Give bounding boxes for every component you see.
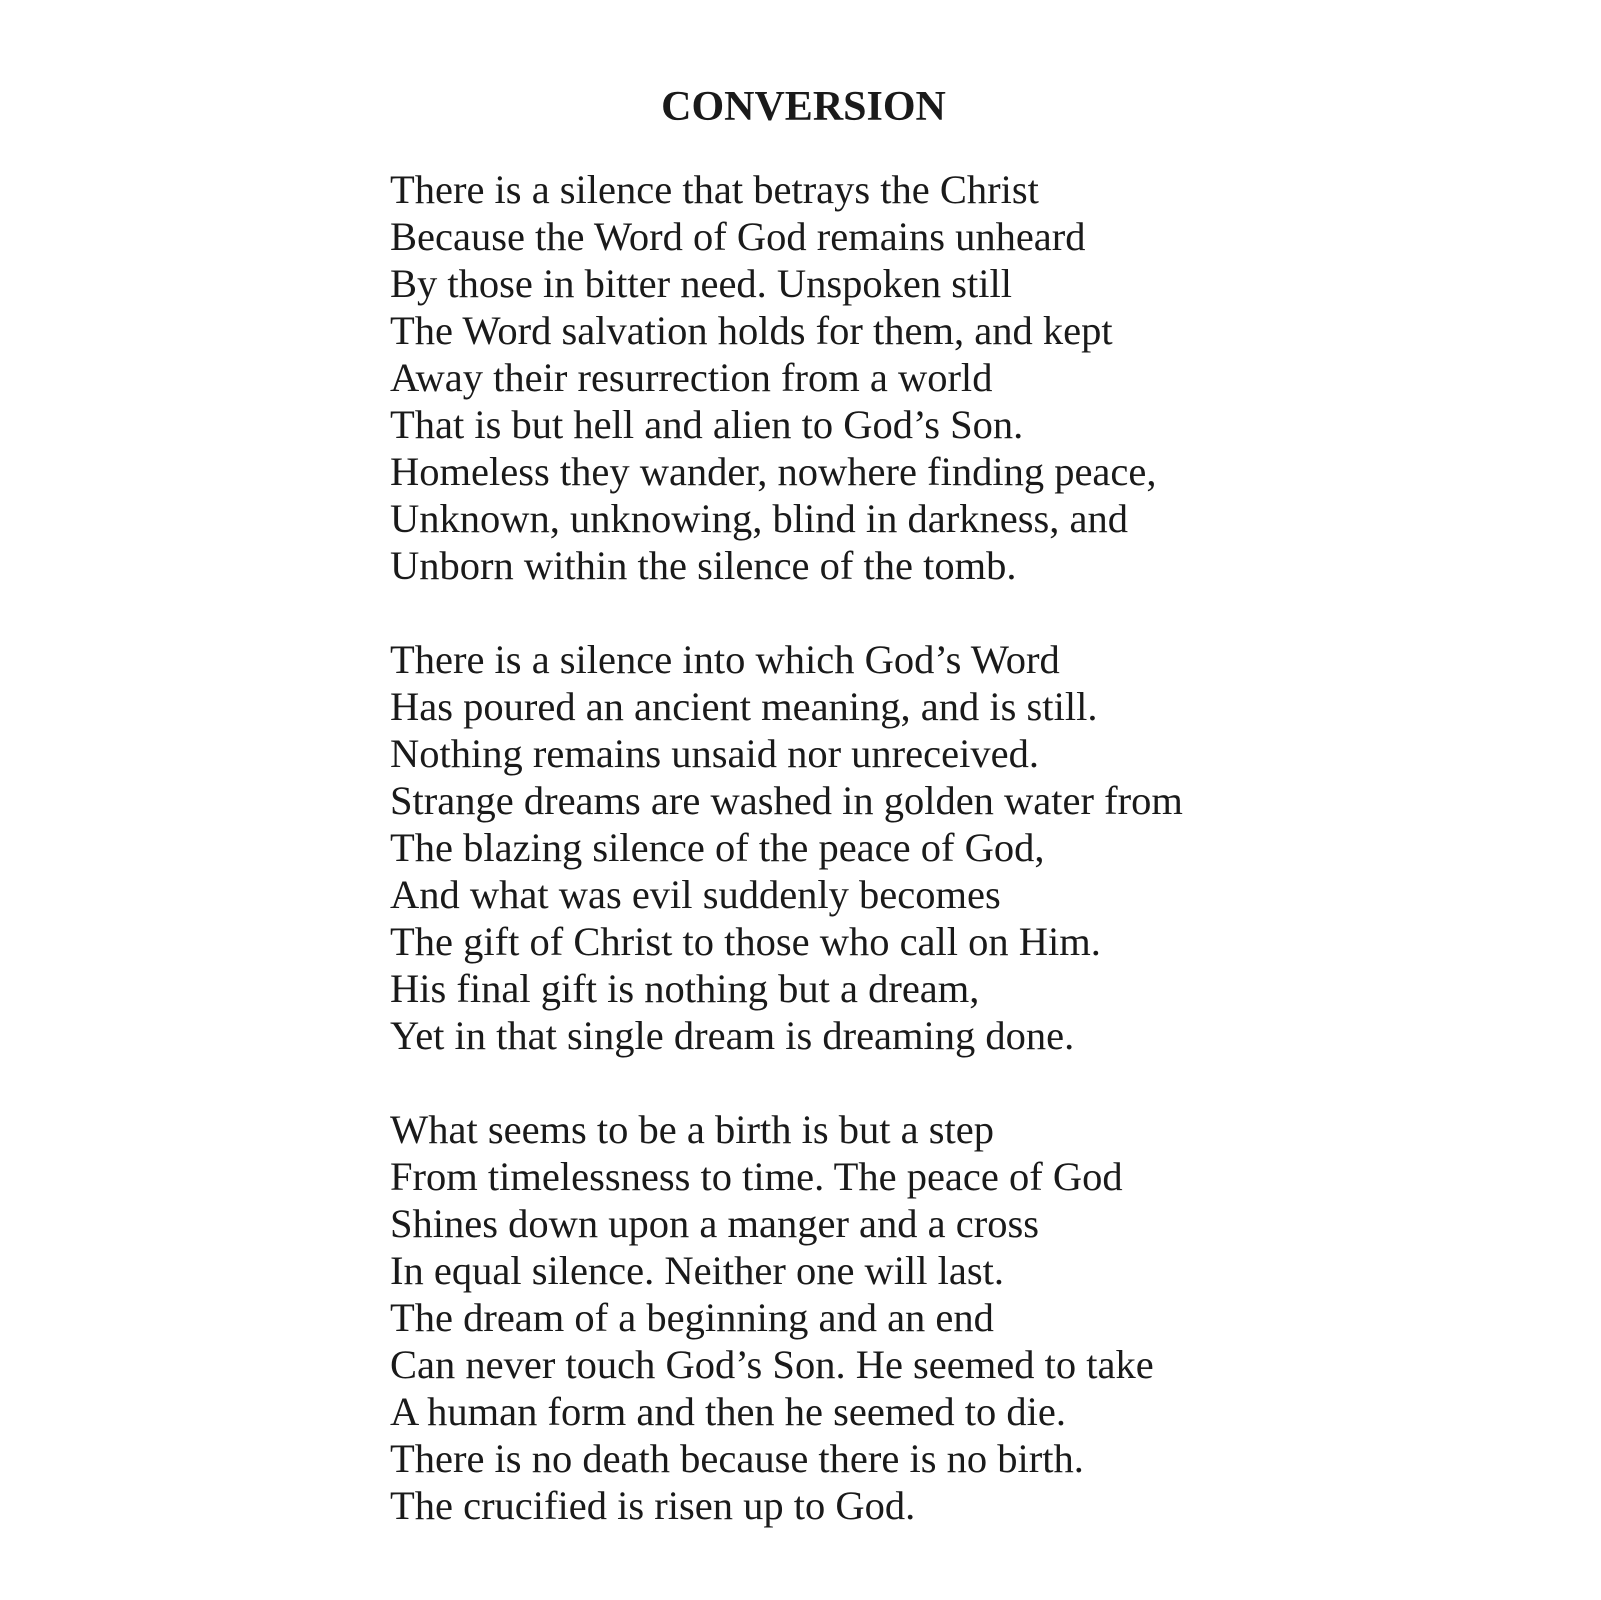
poem-line: In equal silence. Neither one will last.	[390, 1248, 1005, 1293]
poem-line: Yet in that single dream is dreaming done.	[390, 1013, 1075, 1058]
poem-line: The blazing silence of the peace of God,	[390, 825, 1045, 870]
poem-line: Away their resurrection from a world	[390, 355, 993, 400]
poem-title: CONVERSION	[661, 84, 946, 130]
poem-line: Unborn within the silence of the tomb.	[390, 543, 1017, 588]
poem-line: By those in bitter need. Unspoken still	[390, 261, 1013, 306]
poem-line: What seems to be a birth is but a step	[390, 1107, 994, 1152]
poem-line: And what was evil suddenly becomes	[390, 872, 1001, 917]
poem-body	[390, 166, 1540, 1576]
poem-line: That is but hell and alien to God’s Son.	[390, 402, 1024, 447]
stanza-3	[390, 1106, 1540, 1529]
poem-line: There is no death because there is no birth.	[390, 1436, 1084, 1481]
poem-line: Shines down upon a manger and a cross	[390, 1201, 1039, 1246]
poem-line: Strange dreams are washed in golden water from	[390, 778, 1183, 823]
poem-line: A human form and then he seemed to die.	[390, 1389, 1066, 1434]
stanza-2	[390, 636, 1540, 1059]
poem-line: The dream of a beginning and an end	[390, 1295, 994, 1340]
poem-line: His final gift is nothing but a dream,	[390, 966, 980, 1011]
poem-line: There is a silence that betrays the Christ	[390, 167, 1039, 212]
poem-line: The Word salvation holds for them, and kept	[390, 308, 1113, 353]
poem-line: Because the Word of God remains unheard	[390, 214, 1086, 259]
stanza-1	[390, 166, 1540, 589]
poem-line: From timelessness to time. The peace of God	[390, 1154, 1123, 1199]
poem-line: Unknown, unknowing, blind in darkness, and	[390, 496, 1128, 541]
poem-line: Nothing remains unsaid nor unreceived.	[390, 731, 1039, 776]
poem-line: Homeless they wander, nowhere finding peace,	[390, 449, 1157, 494]
poem-line: The gift of Christ to those who call on Him.	[390, 919, 1101, 964]
poem-line: There is a silence into which God’s Word	[390, 637, 1060, 682]
poem-line: Has poured an ancient meaning, and is still.	[390, 684, 1098, 729]
poem-line: Can never touch God’s Son. He seemed to take	[390, 1342, 1154, 1387]
poem-line: The crucified is risen up to God.	[390, 1483, 916, 1528]
